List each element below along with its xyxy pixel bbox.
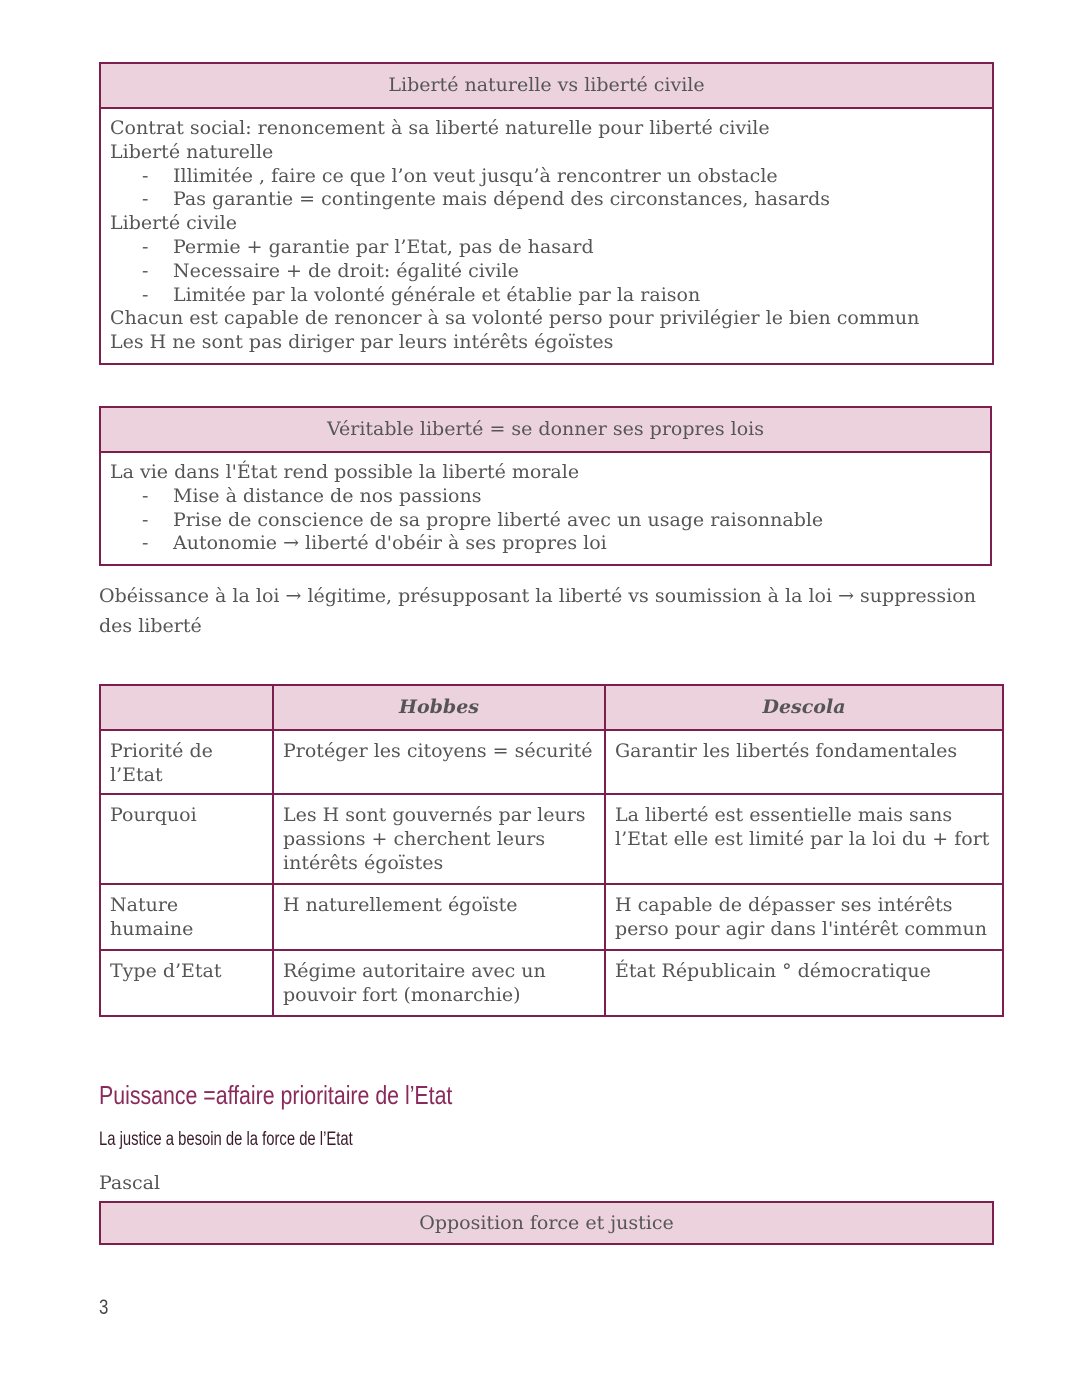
box1-line: Chacun est capable de renoncer à sa volonté perso pour privilégier le bien commun [110,307,920,330]
table-cell: Nature humaine [100,884,273,950]
table-header-cell [100,685,273,730]
table-cell: Pourquoi [100,794,273,884]
box1-line: Contrat social: renoncement à sa liberté naturelle pour liberté civile [110,117,770,139]
box1-line: Liberté civile [110,212,237,235]
box1-bullet: - Pas garantie = contingente mais dépend des circonstances, hasards [110,188,982,212]
table-header-hobbes: Hobbes [273,685,605,730]
table-row [100,730,1003,794]
box2-line: La vie dans l'État rend possible la liberté morale [110,461,580,483]
comparison-table [99,684,1004,1017]
table-row [100,794,1003,884]
author-label: Pascal [99,1172,161,1194]
box2-bullet: - Autonomie → liberté d'obéir à ses propres loi [110,532,980,556]
table-cell: Régime autoritaire avec un pouvoir fort (monarchie) [273,950,605,1016]
veritable-liberte-title: Véritable liberté = se donner ses propres lois [101,408,990,453]
section-heading: Puissance =affaire prioritaire de l’Etat [99,1080,453,1110]
table-cell: H naturellement égoïste [273,884,605,950]
table-cell: Type d’Etat [100,950,273,1016]
liberte-box [99,62,994,365]
liberte-box-body [101,109,992,361]
table-cell: Garantir les libertés fondamentales [605,730,1003,794]
box1-line: Les H ne sont pas diriger par leurs intérêts égoïstes [110,331,614,354]
box2-bullet: - Prise de conscience de sa propre liberté avec un usage raisonnable [110,509,980,533]
opposition-box [99,1201,994,1245]
box1-line: Liberté naturelle [110,140,274,163]
table-cell: Priorité de l’Etat [100,730,273,794]
page-number: 3 [99,1296,109,1319]
veritable-liberte-body [101,453,990,562]
table-cell: H capable de dépasser ses intérêts perso pour agir dans l'intérêt commun [605,884,1003,950]
box1-bullet: - Necessaire + de droit: égalité civile [110,260,982,284]
table-row [100,884,1003,950]
box1-bullet: - Permie + garantie par l’Etat, pas de hasard [110,236,982,260]
liberte-box-title: Liberté naturelle vs liberté civile [101,64,992,109]
table-cell: La liberté est essentielle mais sans l’Etat elle est limité par la loi du + fort [605,794,1003,884]
box1-bullet: - Illimitée , faire ce que l’on veut jusqu’à rencontrer un obstacle [110,165,982,189]
table-cell: Protéger les citoyens = sécurité [273,730,605,794]
table-cell: Les H sont gouvernés par leurs passions + cherchent leurs intérêts égoïstes [273,794,605,884]
table-row [100,950,1003,1016]
table-header-descola: Descola [605,685,1003,730]
veritable-liberte-box [99,406,992,566]
opposition-box-title: Opposition force et justice [101,1203,992,1243]
box2-bullet: - Mise à distance de nos passions [110,485,980,509]
table-cell: État Républicain ° démocratique [605,950,1003,1016]
box1-bullet: - Limitée par la volonté générale et établie par la raison [110,284,982,308]
subsection-heading: La justice a besoin de la force de l’Etat [99,1129,353,1150]
table-header-row [100,685,1003,730]
obeissance-paragraph: Obéissance à la loi → légitime, présupposant la liberté vs soumission à la loi → suppression des liberté [99,585,976,637]
